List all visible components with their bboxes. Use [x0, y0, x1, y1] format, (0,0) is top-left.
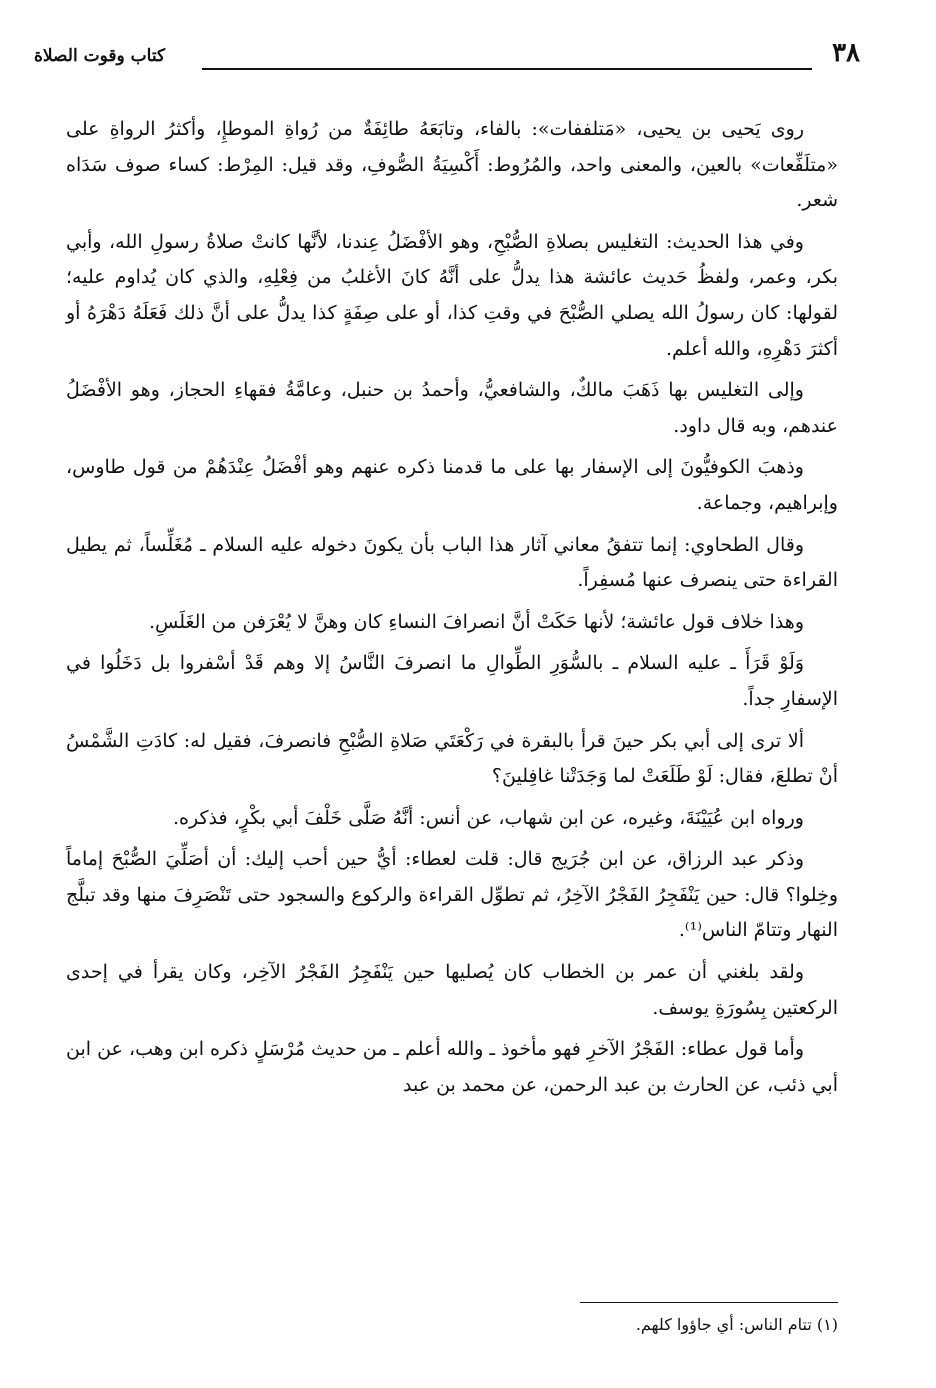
paragraph: وقال الطحاوي: إنما تتفقُ معاني آثار هذا الباب بأن يكونَ دخوله عليه السلام ـ مُغَلِّساً، ثم يطيل القراءة حتى ينصرف عنها مُسفِراً. — [66, 533, 838, 592]
footnotes — [66, 1312, 838, 1338]
header-rule — [202, 68, 812, 70]
paragraph: وَلَوْ قَرَأَ ـ عليه السلام ـ بالسُّوَرِ الطِّوالِ ما انصرفَ النَّاسُ إلا وهم قَدْ أسْفروا بل دَخَلُوا في الإسفارِ جداً. — [66, 652, 838, 710]
page-number: ٣٨ — [832, 38, 860, 68]
main-text — [66, 112, 838, 1109]
footnote: (١) تتام الناس: أي جاؤوا كلهم. — [635, 1315, 838, 1334]
paragraph: وفي هذا الحديث: التغليس بصلاةِ الصُّبْحِ، وهو الأفْضَلُ عِندنا، لأنَّها كانتْ صلاةُ رسولِ الله، وأبي بكر، وعمر، ولفظُ حَديث عائشة هذا يدلُّ على أنَّهُ كانَ الأغلبُ من فِعْلِهِ، والذي كان يُداوم عليه؛ لقولها: كان رسولُ الله يصلي الصُّبْحَ في وقتِ كذا، أو على صِفَةٍ كذا يدلُّ على أنَّ ذلك فَعَلَهُ دَهْرَهُ أو أكثرَ دَهْرِهِ، والله أعلم. — [66, 230, 838, 360]
paragraph: وأما قول عطاء: الفَجْرُ الآخرِ فهو مأخوذ ـ والله أعلم ـ من حديث مُرْسَلٍ ذكره ابن وهب، عن ابن أبي ذئب، عن الحارث بن عبد الرحمن، عن محمد بن عبد — [66, 1038, 838, 1096]
paragraph: ولقد بلغني أن عمر بن الخطاب كان يُصليها حين يَنْفَجِرُ الفَجْرُ الآخِر، وكان يقرأ في إحدى الركعتين بِسُورَةِ يوسف. — [66, 961, 838, 1019]
footnote-separator — [580, 1302, 838, 1303]
running-title: كتاب وقوت الصلاة — [34, 46, 166, 66]
paragraph: وإلى التغليس بها ذَهَبَ مالكٌ، والشافعيُّ، وأحمدُ بن حنبل، وعامَّةُ فقهاءِ الحجاز، وهو الأفْضَلُ عندهم، وبه قال داود. — [66, 379, 838, 437]
paragraph: روى يَحيى بن يحيى، «مَتلففات»: بالفاء، وتابَعَهُ طائِفَةٌ من رُواةِ الموطإِ، وأكثرُ الرواةِ على «متلَفِّعات» بالعين، والمعنى واحد، والمُرُوط: أَكْسِيَةُ الصُّوفِ، وقد قيل: المِرْط: كساء صوف سَدَاه شعر. — [66, 118, 838, 212]
paragraph: وذكر عبد الرزاق، عن ابن جُرَيج قال: قلت لعطاء: أيُّ حين أحب إليك: أن أصَلِّيَ الصُّبْحَ إماماً وخِلوا؟ قال: حين يَنْفَجِرُ الفَجْرُ الآخِرُ، ثم تطوِّل القراءة والركوع والسجود حتى تَنْصَرِفَ منها وقد تبلَّج النهار وتتامّ الناس⁽¹⁾. — [66, 848, 838, 942]
paragraph: ألا ترى إلى أبي بكر حينَ قرأ بالبقرة في رَكْعَتَي صَلاةِ الصُّبْحِ فانصرفَ، فقيل له: كادَتِ الشَّمْسُ أنْ تطلعَ، فقال: لَوْ طَلَعَتْ لما وَجَدَتْنا غافِلينَ؟ — [66, 729, 838, 788]
paragraph: وهذا خلاف قول عائشة؛ لأنها حَكَتْ أنَّ انصرافَ النساءِ كان وهنَّ لا يُعْرَفن من الغَلَسِ. — [148, 610, 804, 633]
paragraph: ورواه ابن عُيَيْنَةَ، وغيره، عن ابن شهاب، عن أنس: أنَّهُ صَلَّى خَلْفَ أبي بكْرٍ، فذكره. — [172, 806, 804, 829]
paragraph: وذهبَ الكوفيُّونَ إلى الإسفار بها على ما قدمنا ذكره عنهم وهو أفْضَلُ عِنْدَهُمْ من قول طاوس، وإبراهيم، وجماعة. — [66, 456, 838, 514]
page-header — [34, 38, 860, 72]
